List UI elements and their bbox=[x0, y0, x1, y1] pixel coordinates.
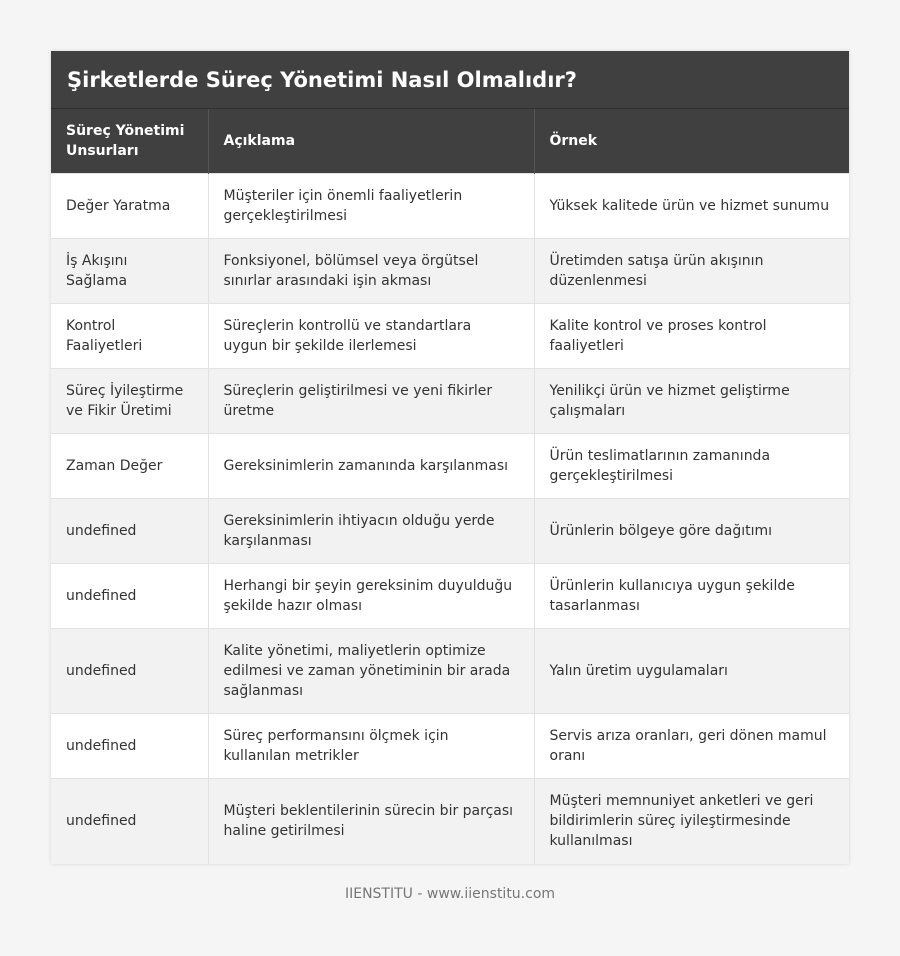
table-row bbox=[51, 304, 849, 369]
table-row bbox=[51, 434, 849, 499]
table-row bbox=[51, 369, 849, 434]
cell-example: Müşteri memnuniyet anketleri ve geri bildirimlerin süreç iyileştirmesinde kullanılması bbox=[534, 779, 849, 864]
column-header-elements: Süreç Yönetimi Unsurları bbox=[51, 109, 208, 174]
cell-example: Ürün teslimatlarının zamanında gerçekleştirilmesi bbox=[534, 434, 849, 499]
column-header-description: Açıklama bbox=[208, 109, 534, 174]
cell-element: undefined bbox=[51, 564, 208, 629]
cell-element: Zaman Değer bbox=[51, 434, 208, 499]
table-row bbox=[51, 779, 849, 864]
cell-element: Süreç İyileştirme ve Fikir Üretimi bbox=[51, 369, 208, 434]
cell-description: Gereksinimlerin ihtiyacın olduğu yerde karşılanması bbox=[208, 499, 534, 564]
cell-description: Süreçlerin kontrollü ve standartlara uygun bir şekilde ilerlemesi bbox=[208, 304, 534, 369]
title-bar bbox=[51, 51, 849, 109]
table-row bbox=[51, 714, 849, 779]
footer-credit: IIENSTITU - www.iienstitu.com bbox=[344, 886, 556, 902]
cell-description: Gereksinimlerin zamanında karşılanması bbox=[208, 434, 534, 499]
table-row bbox=[51, 629, 849, 714]
table-row bbox=[51, 174, 849, 239]
cell-description: Fonksiyonel, bölümsel veya örgütsel sınırlar arasındaki işin akması bbox=[208, 239, 534, 304]
header-row bbox=[51, 109, 849, 174]
cell-description: Herhangi bir şeyin gereksinim duyulduğu şekilde hazır olması bbox=[208, 564, 534, 629]
table-row bbox=[51, 499, 849, 564]
cell-example: Ürünlerin bölgeye göre dağıtımı bbox=[534, 499, 849, 564]
cell-element: undefined bbox=[51, 714, 208, 779]
table-row bbox=[51, 239, 849, 304]
cell-element: Değer Yaratma bbox=[51, 174, 208, 239]
cell-example: Kalite kontrol ve proses kontrol faaliyetleri bbox=[534, 304, 849, 369]
cell-example: Yenilikçi ürün ve hizmet geliştirme çalışmaları bbox=[534, 369, 849, 434]
cell-description: Süreçlerin geliştirilmesi ve yeni fikirler üretme bbox=[208, 369, 534, 434]
cell-element: undefined bbox=[51, 499, 208, 564]
cell-example: Servis arıza oranları, geri dönen mamul oranı bbox=[534, 714, 849, 779]
process-table bbox=[51, 109, 849, 864]
cell-element: Kontrol Faaliyetleri bbox=[51, 304, 208, 369]
cell-element: İş Akışını Sağlama bbox=[51, 239, 208, 304]
cell-example: Yüksek kalitede ürün ve hizmet sunumu bbox=[534, 174, 849, 239]
page-title: Şirketlerde Süreç Yönetimi Nasıl Olmalıdır? bbox=[67, 67, 577, 92]
cell-example: Üretimden satışa ürün akışının düzenlenmesi bbox=[534, 239, 849, 304]
cell-description: Müşteriler için önemli faaliyetlerin gerçekleştirilmesi bbox=[208, 174, 534, 239]
cell-description: Kalite yönetimi, maliyetlerin optimize edilmesi ve zaman yönetiminin bir arada sağlanması bbox=[208, 629, 534, 714]
cell-description: Müşteri beklentilerinin sürecin bir parçası haline getirilmesi bbox=[208, 779, 534, 864]
cell-element: undefined bbox=[51, 779, 208, 864]
table-card bbox=[51, 51, 849, 864]
cell-description: Süreç performansını ölçmek için kullanılan metrikler bbox=[208, 714, 534, 779]
cell-element: undefined bbox=[51, 629, 208, 714]
cell-example: Yalın üretim uygulamaları bbox=[534, 629, 849, 714]
column-header-example: Örnek bbox=[534, 109, 849, 174]
table-row bbox=[51, 564, 849, 629]
cell-example: Ürünlerin kullanıcıya uygun şekilde tasarlanması bbox=[534, 564, 849, 629]
